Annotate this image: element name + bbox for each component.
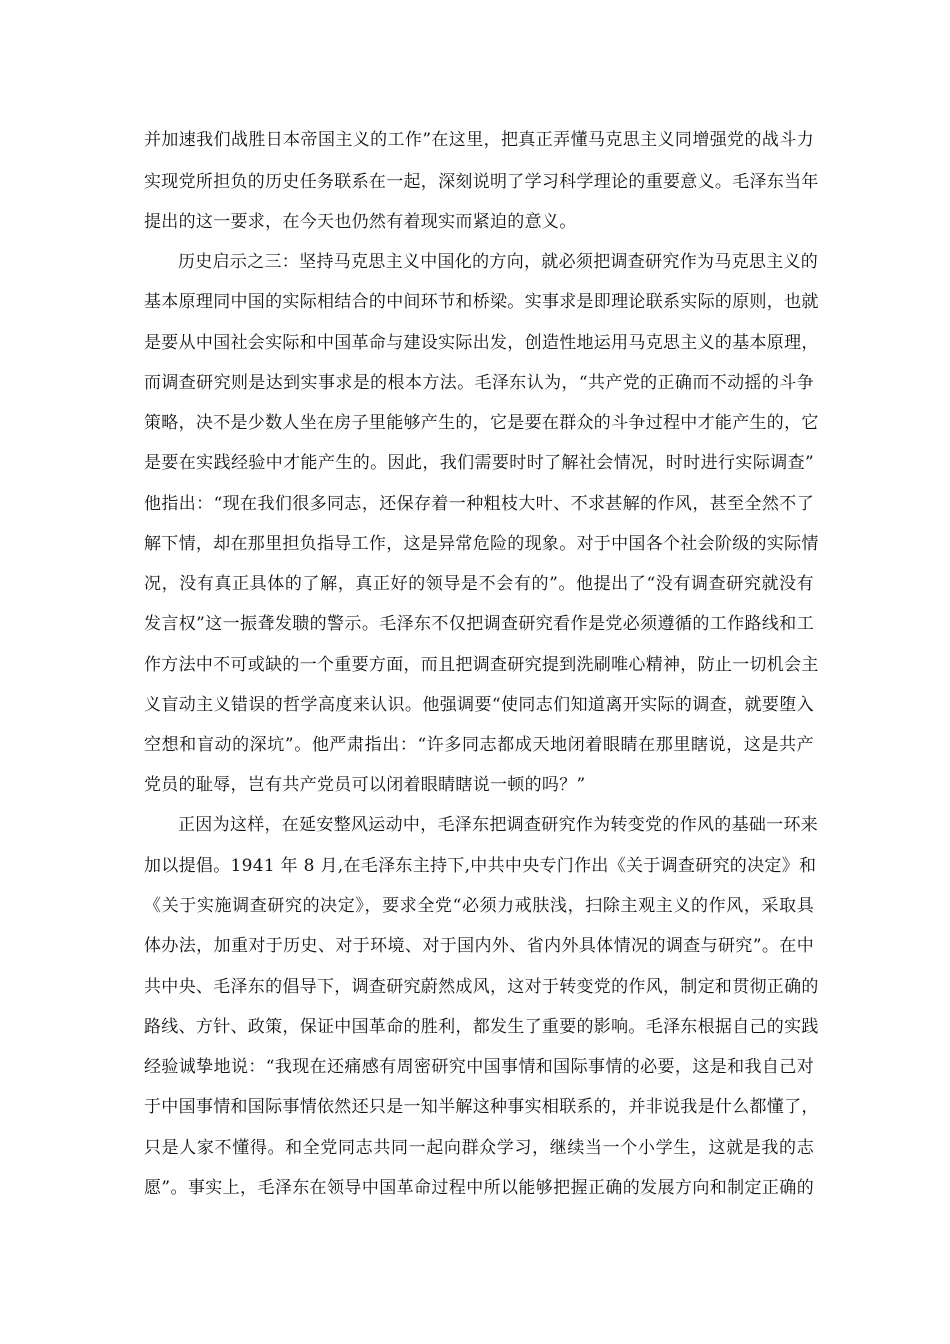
text-line: 《关于实施调查研究的决定》，要求全党“必须力戒肤浅，扫除主观主义的作风，采取具 (144, 896, 814, 916)
text-line: 发言权”这一振聋发聩的警示。毛泽东不仅把调查研究看作是党必须遵循的工作路线和工 (144, 614, 814, 634)
text-line: 路线、方针、政策，保证中国革命的胜利，都发生了重要的影响。毛泽东根据自己的实践 (144, 1017, 819, 1037)
text-line: 经验诚挚地说：“我现在还痛感有周密研究中国事情和国际事情的必要，这是和我自己对 (144, 1057, 814, 1077)
text-line: 提出的这一要求，在今天也仍然有着现实而紧迫的意义。 (144, 212, 577, 232)
text-line: 实现党所担负的历史任务联系在一起，深刻说明了学习科学理论的重要意义。毛泽东当年 (144, 172, 819, 192)
text-line: 解下情，却在那里担负指导工作，这是异常危险的现象。对于中国各个社会阶级的实际情 (144, 534, 819, 554)
text-line: 并加速我们战胜日本帝国主义的工作”在这里，把真正弄懂马克思主义同增强党的战斗力 (144, 130, 814, 150)
text-line: 况，没有真正具体的了解，真正好的领导是不会有的”。他提出了“没有调查研究就没有 (144, 574, 814, 594)
text-line: 只是人家不懂得。和全党同志共同一起向群众学习，继续当一个小学生，这就是我的志 (144, 1138, 814, 1158)
text-line: 加以提倡。1941 年 8 月,在毛泽东主持下,中共中央专门作出《关于调查研究的决定》和 (144, 856, 817, 876)
text-line: 党员的耻辱，岂有共产党员可以闭着眼睛瞎说一顿的吗？” (144, 775, 586, 795)
text-line: 是要在实践经验中才能产生的。因此，我们需要时时了解社会情况，时时进行实际调查” (144, 453, 814, 473)
text-line: 是要从中国社会实际和中国革命与建设实际出发，创造性地运用马克思主义的基本原理， (144, 333, 819, 353)
text-line: 体办法，加重对于历史、对于环境、对于国内外、省内外具体情况的调查与研究”。在中 (144, 936, 814, 956)
text-line: 策略，决不是少数人坐在房子里能够产生的，它是要在群众的斗争过程中才能产生的，它 (144, 413, 819, 433)
paragraph-first-line: 历史启示之三：坚持马克思主义中国化的方向，就必须把调查研究作为马克思主义的 (178, 252, 819, 272)
text-line: 于中国事情和国际事情依然还只是一知半解这种事实相联系的，并非说我是什么都懂了， (144, 1097, 819, 1117)
text-line: 作方法中不可或缺的一个重要方面，而且把调查研究提到洗刷唯心精神，防止一切机会主 (144, 655, 819, 675)
text-line: 他指出：“现在我们很多同志，还保存着一种粗枝大叶、不求甚解的作风，甚至全然不了 (144, 494, 814, 514)
text-line: 基本原理同中国的实际相结合的中间环节和桥梁。实事求是即理论联系实际的原则，也就 (144, 292, 819, 312)
text-line: 愿”。事实上，毛泽东在领导中国革命过程中所以能够把握正确的发展方向和制定正确的 (144, 1178, 814, 1198)
text-line: 而调查研究则是达到实事求是的根本方法。毛泽东认为，“共产党的正确而不动摇的斗争 (144, 373, 814, 393)
paragraph-first-line: 正因为这样，在延安整风运动中，毛泽东把调查研究作为转变党的作风的基础一环来 (178, 815, 819, 835)
text-line: 共中央、毛泽东的倡导下，调查研究蔚然成风，这对于转变党的作风，制定和贯彻正确的 (144, 977, 819, 997)
text-line: 空想和盲动的深坑”。他严肃指出：“许多同志都成天地闭着眼睛在那里瞎说，这是共产 (144, 735, 814, 755)
text-line: 义盲动主义错误的哲学高度来认识。他强调要“使同志们知道离开实际的调查，就要堕入 (144, 695, 814, 715)
